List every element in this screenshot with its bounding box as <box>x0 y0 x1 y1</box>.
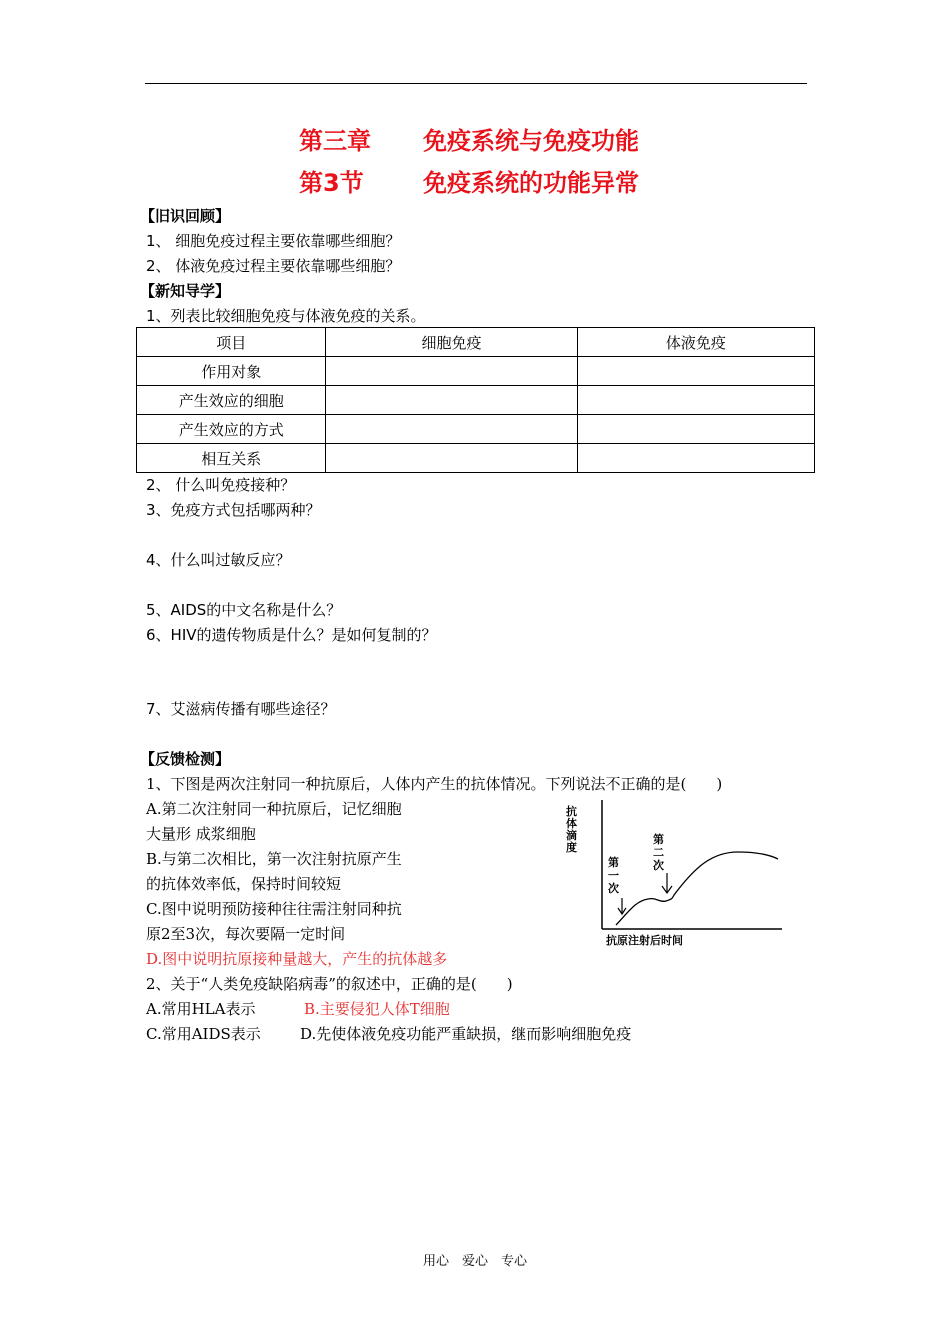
table-row <box>137 415 815 444</box>
table-cell <box>326 415 577 444</box>
option-c-line-1: C.图中说明预防接种往往需注射同种抗 <box>146 900 402 918</box>
new-question-1: 1、列表比较细胞免疫与体液免疫的关系。 <box>146 307 426 325</box>
table-row-label: 产生效应的方式 <box>137 415 326 444</box>
feedback-question-1: 1、下图是两次注射同一种抗原后，人体内产生的抗体情况。下列说法不正确的是( ) <box>146 775 723 793</box>
second-injection-label-char: 次 <box>653 859 664 872</box>
new-question-4: 4、什么叫过敏反应？ <box>146 551 291 569</box>
new-question-3: 3、免疫方式包括哪两种？ <box>146 501 321 519</box>
table-cell <box>326 357 577 386</box>
q2-option-d: D.先使体液免疫功能严重缺损，继而影响细胞免疫 <box>300 1025 632 1043</box>
feedback-header: 【反馈检测】 <box>140 750 231 768</box>
y-axis-label-char: 度 <box>566 841 577 854</box>
table-header-row <box>137 328 815 357</box>
chapter-title: 免疫系统与免疫功能 <box>423 127 639 155</box>
new-question-7: 7、艾滋病传播有哪些途径？ <box>146 700 336 718</box>
comparison-table <box>136 327 815 473</box>
table-row-label: 相互关系 <box>137 444 326 473</box>
option-a-line-2: 大量形 成浆细胞 <box>146 825 256 843</box>
table-header-cell: 项目 <box>137 328 326 357</box>
table-cell <box>326 386 577 415</box>
option-b-line-2: 的抗体效率低，保持时间较短 <box>146 875 342 893</box>
second-injection-label-char: 二 <box>653 846 664 859</box>
first-injection-label-char: 次 <box>608 882 619 895</box>
y-axis-label-char: 体 <box>566 817 577 830</box>
table-row <box>137 357 815 386</box>
option-b-line-1: B.与第二次相比，第一次注射抗原产生 <box>146 850 402 868</box>
y-axis-label-char: 抗 <box>566 805 577 818</box>
review-header: 【旧识回顾】 <box>140 207 231 225</box>
review-question-2: 2、 体液免疫过程主要依靠哪些细胞？ <box>146 257 401 275</box>
table-row-label: 作用对象 <box>137 357 326 386</box>
table-cell <box>577 357 814 386</box>
antibody-graph <box>560 795 785 955</box>
chapter-number: 第三章 <box>299 127 371 155</box>
feedback-question-2: 2、关于“人类免疫缺陷病毒”的叙述中，正确的是( ) <box>146 975 513 993</box>
table-header-cell: 体液免疫 <box>577 328 814 357</box>
new-question-6: 6、HIV的遗传物质是什么？是如何复制的？ <box>146 626 437 644</box>
page-footer: 用心 爱心 专心 <box>422 1254 527 1269</box>
option-d-answer: D.图中说明抗原接种量越大，产生的抗体越多 <box>146 950 448 968</box>
review-question-1: 1、 细胞免疫过程主要依靠哪些细胞？ <box>146 232 401 250</box>
new-question-5: 5、AIDS的中文名称是什么？ <box>146 601 342 619</box>
q2-option-a: A.常用HLA表示 <box>146 1000 256 1018</box>
section-title: 免疫系统的功能异常 <box>423 169 639 197</box>
option-c-line-2: 原2至3次，每次要隔一定时间 <box>146 925 346 943</box>
option-a-line-1: A.第二次注射同一种抗原后，记忆细胞 <box>146 800 402 818</box>
antibody-curve <box>616 852 778 925</box>
new-question-2: 2、 什么叫免疫接种？ <box>146 476 296 494</box>
header-rule <box>145 83 807 84</box>
table-row <box>137 444 815 473</box>
section-number: 第3节 <box>299 169 364 197</box>
first-injection-label-char: 第 <box>608 856 619 869</box>
table-cell <box>326 444 577 473</box>
new-knowledge-header: 【新知导学】 <box>140 282 231 300</box>
second-injection-label-char: 第 <box>653 833 664 846</box>
x-axis-label: 抗原注射后时间 <box>606 934 683 947</box>
first-injection-label-char: 一 <box>608 869 619 882</box>
q2-option-c: C.常用AIDS表示 <box>146 1025 261 1043</box>
table-cell <box>577 444 814 473</box>
table-cell <box>577 415 814 444</box>
q2-option-b-answer: B.主要侵犯人体T细胞 <box>304 1000 450 1018</box>
table-row-label: 产生效应的细胞 <box>137 386 326 415</box>
table-cell <box>577 386 814 415</box>
table-row <box>137 386 815 415</box>
y-axis-label-char: 滴 <box>566 829 577 842</box>
table-header-cell: 细胞免疫 <box>326 328 577 357</box>
